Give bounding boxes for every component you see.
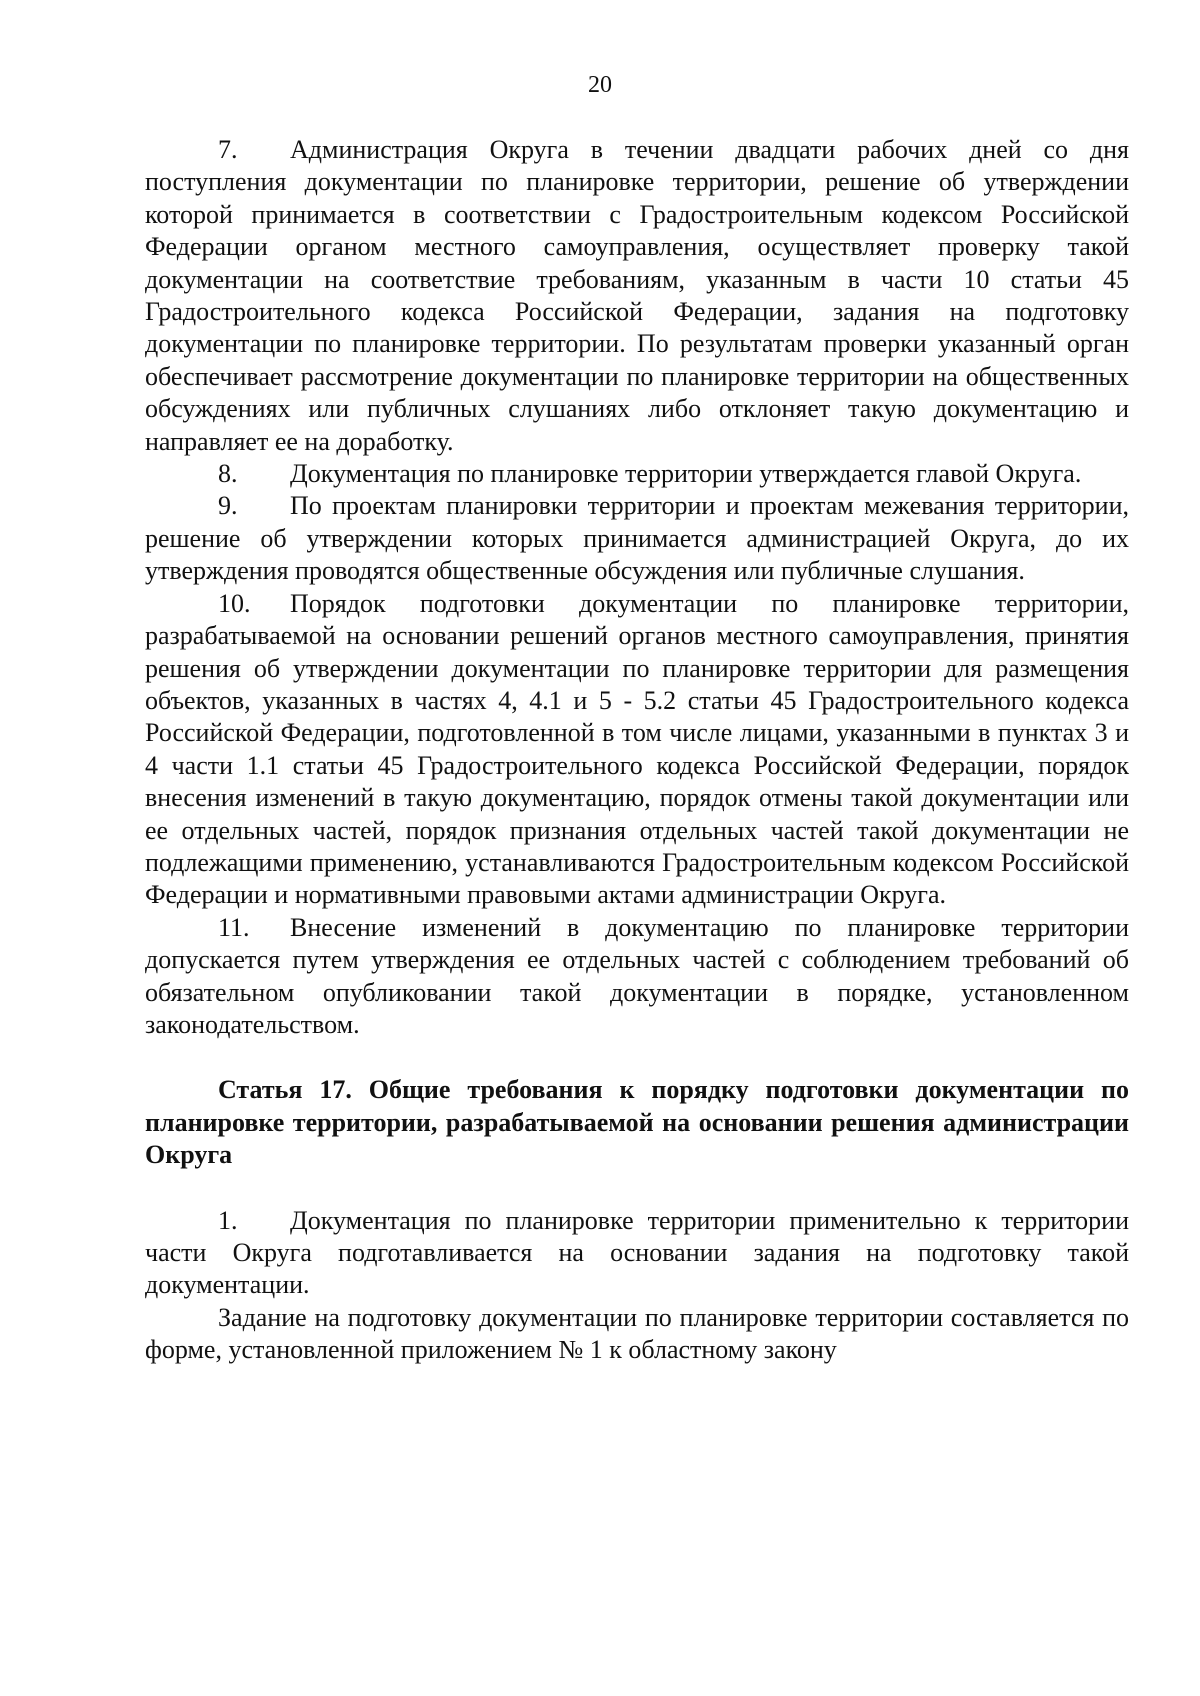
article-paragraph-continuation	[145, 1302, 1129, 1367]
item-number: 9.	[218, 491, 238, 521]
item-text: Внесение изменений в документацию по планировке территории допускается путем утверждения ее отдельных частей с соблюдением требований об обязательном опубликовании такой документации в порядке, установленном законодательством.	[145, 912, 1129, 1039]
item-text: Документация по планировке территории применительно к территории части Округа подготавливается на основании задания на подготовку такой документации.	[145, 1205, 1129, 1300]
item-number: 1.	[218, 1205, 238, 1235]
document-body	[145, 134, 1129, 1367]
article-heading: Статья 17. Общие требования к порядку подготовки документации по планировке территории, разрабатываемой на основании решения администрации Округа	[145, 1075, 1129, 1170]
paragraph-item-9	[145, 490, 1129, 587]
paragraph-item-8	[145, 458, 1129, 490]
item-text: Задание на подготовку документации по планировке территории составляется по форме, установленной приложением № 1 к областному закону	[145, 1302, 1129, 1365]
item-text: Порядок подготовки документации по планировке территории, разрабатываемой на основании решений органов местного самоуправления, принятия решения об утверждении документации по планировке территории для размещения объектов, указанных в частях 4, 4.1 и 5 - 5.2 статьи 45 Градостроительного кодекса Российской Федерации, подготовленной в том числе лицами, указанными в пунктах 3 и 4 части 1.1 статьи 45 Градостроительного кодекса Российской Федерации, порядок внесения изменений в такую документацию, порядок отмены такой документации или ее отдельных частей, порядок признания отдельных частей такой документации не подлежащими применению, устанавливаются Градостроительным кодексом Российской Федерации и нормативными правовыми актами администрации Округа.	[145, 588, 1129, 910]
page-number: 20	[588, 72, 612, 98]
paragraph-item-7	[145, 134, 1129, 458]
item-text: По проектам планировки территории и проектам межевания территории, решение об утверждении которых принимается администрацией Округа, до их утверждения проводятся общественные обсуждения или публичные слушания.	[145, 491, 1129, 586]
item-text: Документация по планировке территории утверждается главой Округа.	[290, 459, 1082, 489]
item-number: 11.	[218, 912, 250, 942]
article-paragraph-item-1	[145, 1205, 1129, 1302]
paragraph-item-11	[145, 912, 1129, 1042]
item-text: Администрация Округа в течении двадцати рабочих дней со дня поступления документации по планировке территории, решение об утверждении которой принимается в соответствии с Градостроительным кодексом Российской Федерации органом местного самоуправления, осуществляет проверку такой документации на соответствие требованиям, указанным в части 10 статьи 45 Градостроительного кодекса Российской Федерации, задания на подготовку документации по планировке территории. По результатам проверки указанный орган обеспечивает рассмотрение документации по планировке территории на общественных обсуждениях или публичных слушаниях либо отклоняет такую документацию и направляет ее на доработку.	[145, 135, 1129, 456]
item-number: 7.	[218, 135, 238, 164]
item-number: 10.	[218, 588, 251, 618]
item-number: 8.	[218, 459, 238, 489]
paragraph-item-10	[145, 588, 1129, 912]
